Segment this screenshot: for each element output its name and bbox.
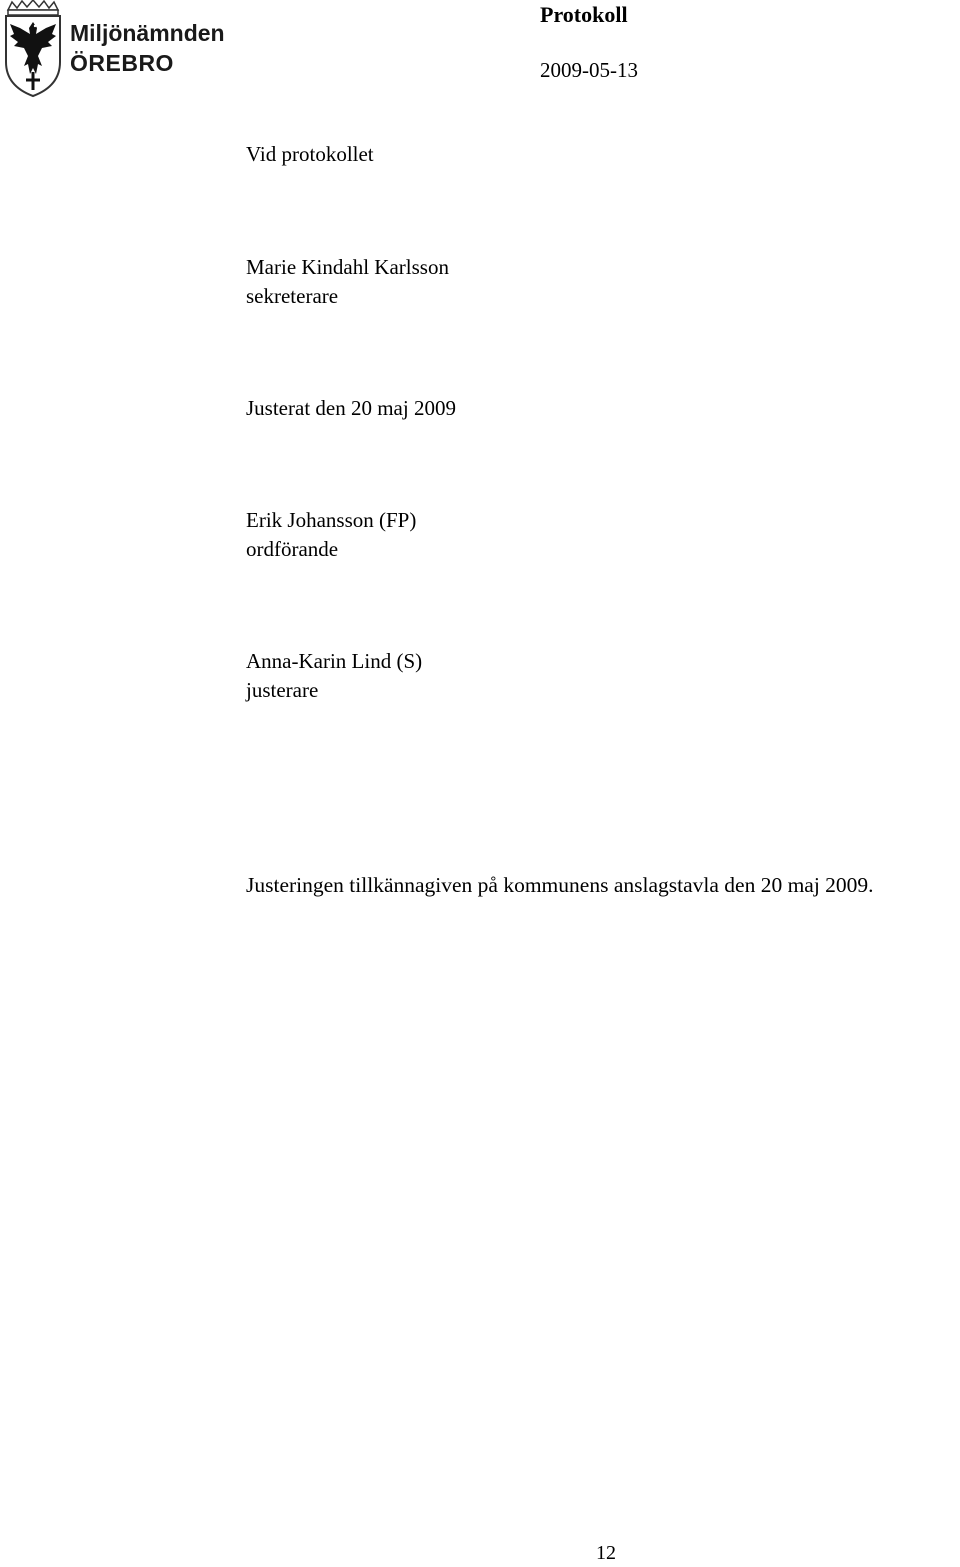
document-date: 2009-05-13 [540, 58, 638, 82]
adjusted-date: Justerat den 20 maj 2009 [246, 396, 456, 420]
logo-line2: ÖREBRO [70, 50, 174, 76]
secretary-role: sekreterare [246, 284, 339, 308]
secretary-name: Marie Kindahl Karlsson [246, 255, 449, 279]
logo [0, 0, 240, 100]
logo-line1: Miljönämnden [70, 20, 225, 46]
announcement-text: Justeringen tillkännagiven på kommunens anslagstavla den 20 maj 2009. [246, 873, 874, 897]
coat-of-arms-icon [2, 0, 64, 98]
document-title: Protokoll [540, 2, 628, 27]
page-number: 12 [596, 1542, 616, 1564]
adjuster-name: Anna-Karin Lind (S) [246, 649, 423, 673]
adjuster-role: justerare [246, 678, 319, 702]
chair-role: ordförande [246, 537, 339, 561]
intro-text: Vid protokollet [246, 142, 374, 166]
chair-name: Erik Johansson (FP) [246, 508, 417, 532]
